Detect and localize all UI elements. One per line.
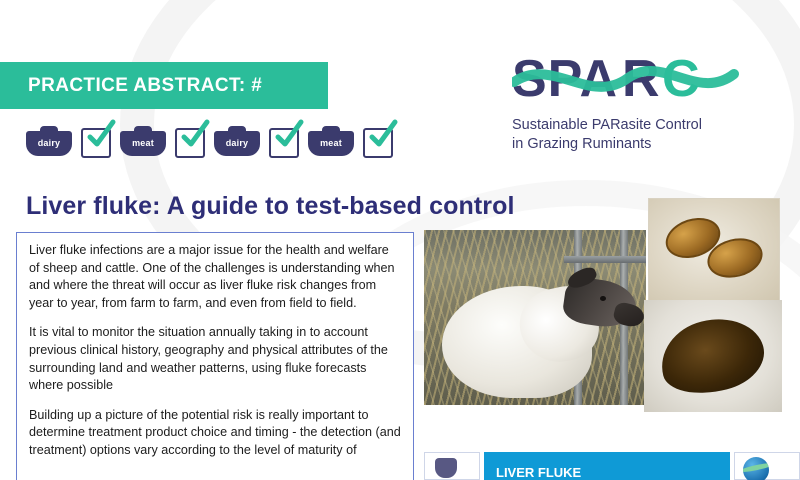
checkbox-dairy-2[interactable]	[269, 128, 299, 158]
livestock-icon-strip	[26, 128, 393, 158]
meat-tag-icon	[120, 131, 166, 156]
globe-icon-panel	[734, 452, 800, 480]
parasite-icon-panel	[424, 452, 480, 480]
page-title: Liver fluke: A guide to test-based control	[26, 192, 515, 220]
dairy-tag-icon	[26, 131, 72, 156]
meat-tag-label-2: meat	[320, 138, 342, 148]
check-icon	[86, 119, 116, 149]
fluke-specimen	[653, 308, 771, 403]
dairy-tag-icon-2	[214, 131, 260, 156]
svg-text:SPA: SPA	[512, 52, 619, 108]
sparc-tagline-line2: in Grazing Ruminants	[512, 136, 652, 152]
globe-icon	[743, 457, 769, 480]
sheep-photo	[424, 230, 646, 405]
liver-fluke-banner	[484, 452, 730, 480]
sparc-tagline-line1: Sustainable PARasite Control	[512, 117, 702, 133]
parasite-icon	[435, 458, 457, 478]
practice-abstract-banner	[0, 62, 328, 109]
feed-barrier-crossbar	[564, 256, 646, 263]
sparc-logo-block	[512, 52, 774, 154]
checkbox-meat-1[interactable]	[175, 128, 205, 158]
fluke-eggs-photo	[648, 198, 780, 304]
adult-fluke-photo	[644, 300, 782, 412]
bottom-strip	[424, 452, 800, 480]
meat-tag-label: meat	[132, 138, 154, 148]
meat-tag-icon-2	[308, 131, 354, 156]
svg-text:R: R	[622, 52, 661, 108]
checkbox-meat-2[interactable]	[363, 128, 393, 158]
practice-abstract-label: PRACTICE ABSTRACT: #	[28, 74, 263, 96]
check-icon	[180, 119, 210, 149]
body-paragraph-2: It is vital to monitor the situation annually taking in to account previous clinical history, geography and physical attributes of the surrounding land and weather patterns, using fluke forecasts where possible	[29, 325, 388, 393]
body-text-box	[16, 232, 414, 480]
liver-fluke-banner-title: LIVER FLUKE	[496, 465, 582, 480]
sheep-eye	[600, 296, 606, 301]
dairy-tag-label: dairy	[37, 138, 61, 148]
body-paragraph-1: Liver fluke infections are a major issue for the health and welfare of sheep and cattle. One of the challenges is understanding when and where the threat will occur as liver fluke risk changes from year to year, from farm to farm, and even from field to field.	[29, 243, 395, 310]
svg-text:C: C	[662, 52, 701, 108]
check-icon	[274, 119, 304, 149]
body-paragraph-3: Building up a picture of the potential risk is really important to determine treatment product choice and timing - the detection (and treatment) options vary according to the level of maturity of	[29, 407, 401, 457]
checkbox-dairy-1[interactable]	[81, 128, 111, 158]
check-icon	[368, 119, 398, 149]
dairy-tag-label-2: dairy	[225, 138, 249, 148]
sparc-tagline	[512, 116, 774, 154]
sparc-wordmark-icon	[512, 52, 762, 110]
